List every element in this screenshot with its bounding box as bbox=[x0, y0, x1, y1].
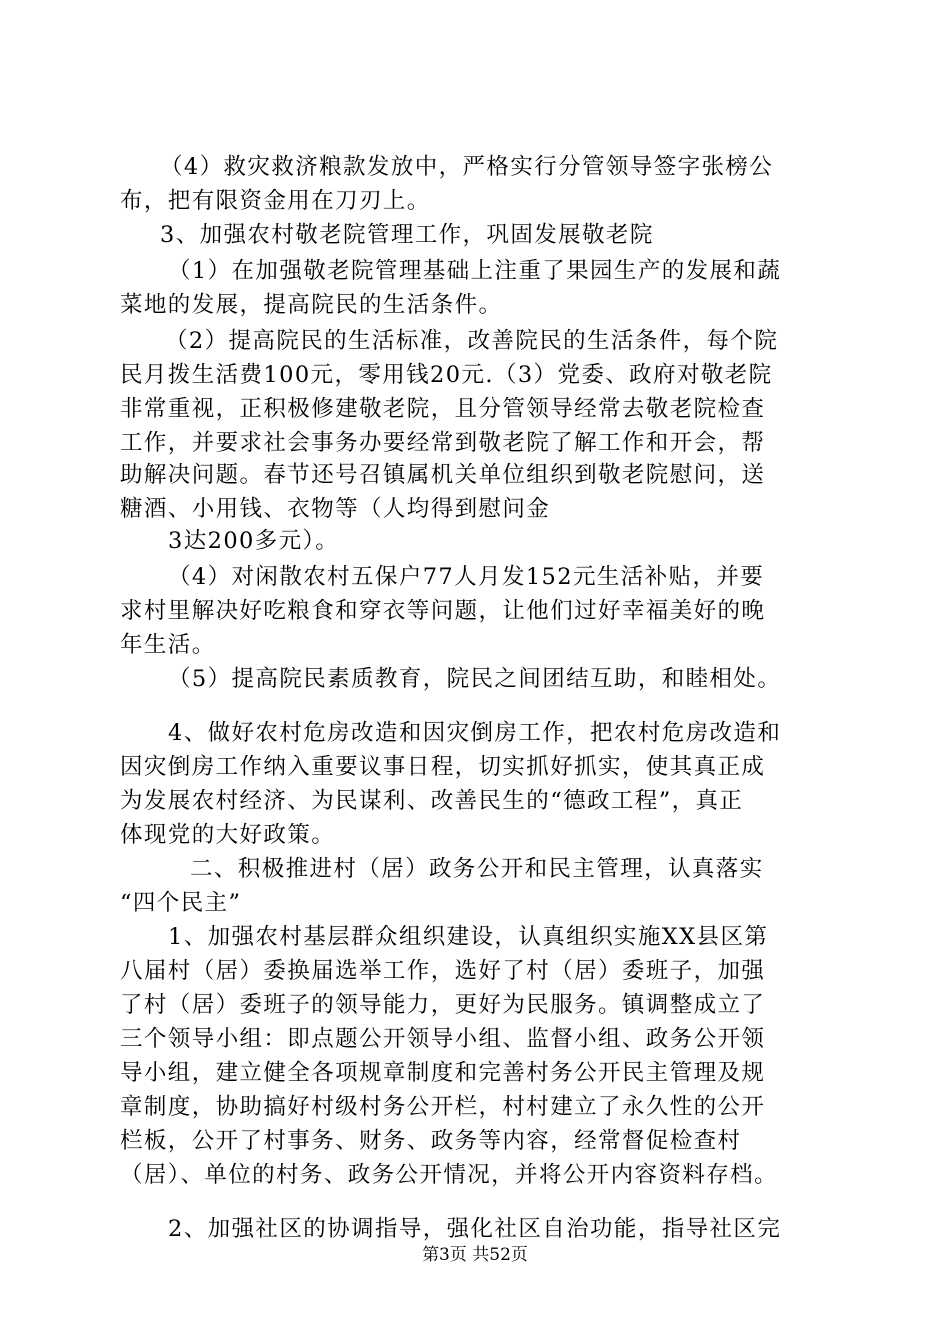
text-line: 非常重视，正积极修建敬老院，且分管领导经常去敬老院检查 bbox=[120, 396, 766, 422]
text-line: 助解决问题。春节还号召镇属机关单位组织到敬老院慰问，送 bbox=[120, 462, 766, 488]
text-line: 为发展农村经济、为民谋利、改善民生的“德政工程”，真正 bbox=[120, 788, 744, 814]
text-line: 年生活。 bbox=[120, 632, 216, 658]
text-line: 因灾倒房工作纳入重要议事日程，切实抓好抓实，使其真正成 bbox=[120, 754, 766, 780]
text-line: 菜地的发展，提高院民的生活条件。 bbox=[120, 292, 503, 318]
text-line: （1）在加强敬老院管理基础上注重了果园生产的发展和蔬 bbox=[168, 258, 782, 284]
text-line: 3达200多元）。 bbox=[168, 528, 340, 554]
text-line: （居）、单位的村务、政务公开情况，并将公开内容资料存档。 bbox=[120, 1162, 778, 1188]
page-number: 第3页 共52页 bbox=[422, 1245, 528, 1265]
text-line: （4）救灾救济粮款发放中，严格实行分管领导签字张榜公 bbox=[160, 154, 774, 180]
section-heading: “四个民主” bbox=[120, 890, 242, 916]
text-line: 栏板，公开了村事务、财务、政务等内容，经常督促检查村 bbox=[120, 1128, 742, 1154]
text-line: 工作，并要求社会事务办要经常到敬老院了解工作和开会，帮 bbox=[120, 430, 766, 456]
text-line: 导小组，建立健全各项规章制度和完善村务公开民主管理及规 bbox=[120, 1060, 766, 1086]
text-line: 求村里解决好吃粮食和穿衣等问题，让他们过好幸福美好的晚 bbox=[120, 598, 766, 624]
text-line: 4、做好农村危房改造和因灾倒房工作，把农村危房改造和 bbox=[168, 720, 782, 746]
text-line: 3、加强农村敬老院管理工作，巩固发展敬老院 bbox=[160, 222, 654, 248]
text-line: 八届村（居）委换届选举工作，选好了村（居）委班子，加强 bbox=[120, 958, 766, 984]
text-line: 糖酒、小用钱、衣物等（人均得到慰问金 bbox=[120, 496, 551, 522]
text-line: 民月拨生活费100元，零用钱20元.（3）党委、政府对敬老院 bbox=[120, 362, 773, 388]
text-line: （5）提高院民素质教育，院民之间团结互助，和睦相处。 bbox=[168, 666, 782, 692]
text-line: 三个领导小组：即点题公开领导小组、监督小组、政务公开领 bbox=[120, 1026, 766, 1052]
text-line: 布，把有限资金用在刀刃上。 bbox=[120, 188, 431, 214]
text-line: （4）对闲散农村五保户77人月发152元生活补贴，并要 bbox=[168, 564, 765, 590]
text-line: 1、加强农村基层群众组织建设，认真组织实施XX县区第 bbox=[168, 924, 769, 950]
text-line: 体现党的大好政策。 bbox=[120, 822, 336, 848]
section-heading: 二、积极推进村（居）政务公开和民主管理，认真落实 bbox=[190, 856, 764, 882]
text-line: 章制度，协助搞好村级村务公开栏，村村建立了永久性的公开 bbox=[120, 1094, 766, 1120]
text-line: 了村（居）委班子的领导能力，更好为民服务。镇调整成立了 bbox=[120, 992, 766, 1018]
text-line: （2）提高院民的生活标准，改善院民的生活条件，每个院 bbox=[165, 328, 779, 354]
text-line: 2、加强社区的协调指导，强化社区自治功能，指导社区完 bbox=[168, 1216, 782, 1242]
